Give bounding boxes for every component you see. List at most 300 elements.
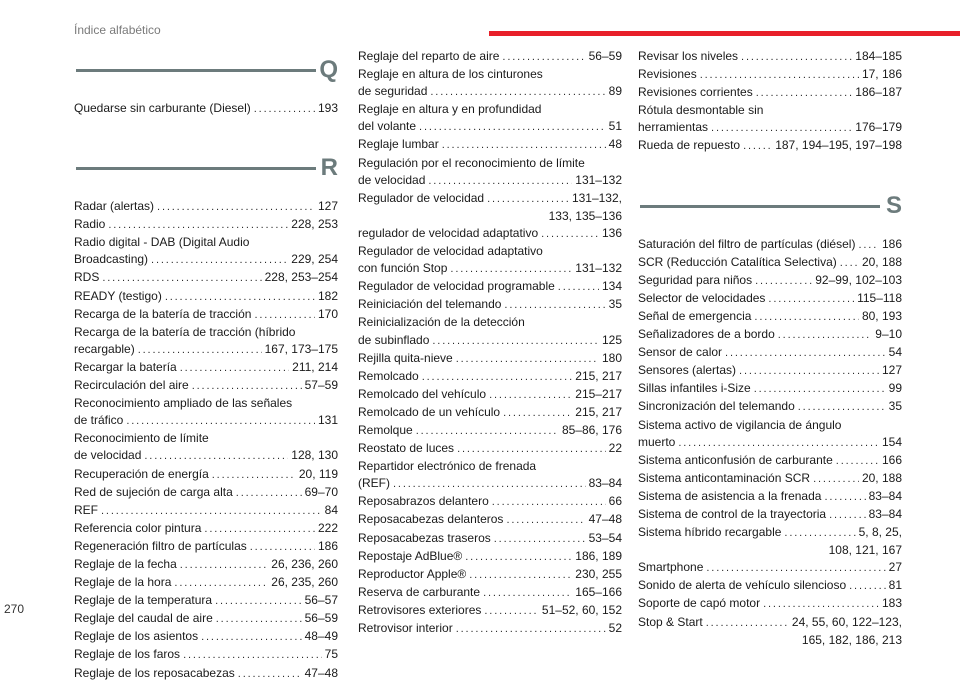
index-entry-label: Revisar los niveles xyxy=(638,49,739,63)
index-entry-line xyxy=(358,225,622,243)
index-entry-line xyxy=(358,332,622,350)
index-entry xyxy=(358,101,622,136)
index-entry-line xyxy=(74,377,338,395)
index-entry-text: Radio digital - DAB (Digital Audio xyxy=(74,235,250,250)
index-entry-label: Sistema anticontaminación SCR xyxy=(638,470,811,485)
index-entry-label: Smartphone xyxy=(638,560,704,575)
index-entry xyxy=(638,326,902,344)
index-entry xyxy=(638,559,902,577)
dot-leader xyxy=(126,412,315,430)
index-entry xyxy=(74,466,338,484)
index-entry-text: Rótula desmontable sin xyxy=(638,103,764,118)
page-reference: 51 xyxy=(608,119,622,134)
index-entry-line xyxy=(358,440,622,458)
index-entry-line xyxy=(638,434,902,452)
index-entry xyxy=(358,584,622,602)
index-entry-label: Reglaje de los faros xyxy=(74,647,181,662)
dot-leader xyxy=(416,422,559,440)
page-reference: 134 xyxy=(601,279,622,294)
index-entry-line xyxy=(358,296,622,314)
index-entry-line xyxy=(638,290,902,308)
page-reference: 20, 119 xyxy=(298,466,338,481)
page-reference-continued: 108, 121, 167 xyxy=(828,543,902,558)
index-entry-text: Reconocimiento de límite xyxy=(74,431,209,446)
index-entry xyxy=(358,296,622,314)
index-entry-label: REF xyxy=(74,502,98,517)
index-entry xyxy=(358,440,622,458)
index-entry xyxy=(638,48,902,66)
index-entry-line xyxy=(358,566,622,584)
index-entry-label: recargable) xyxy=(74,341,135,356)
index-entry-label: Saturación del filtro de partículas (diésel) xyxy=(638,236,856,251)
index-entry-label: Stop & Start xyxy=(638,614,703,629)
page-reference: 186 xyxy=(317,538,338,553)
page-reference: 193 xyxy=(317,101,338,115)
index-entry-line xyxy=(74,502,338,520)
index-entry xyxy=(638,417,902,452)
index-entry-text: Reglaje en altura de los cinturones xyxy=(358,67,543,82)
index-entry xyxy=(74,324,338,359)
dot-leader xyxy=(151,251,288,269)
index-entry xyxy=(74,269,338,287)
index-entry-text: Reglaje en altura y en profundidad xyxy=(358,102,542,117)
section-header xyxy=(74,144,338,192)
dot-leader xyxy=(487,190,569,208)
page-reference: 186, 189 xyxy=(575,548,622,563)
running-header: Índice alfabético xyxy=(74,23,161,37)
dot-leader xyxy=(778,326,873,344)
index-entry-label: Sensor de calor xyxy=(638,345,723,360)
index-entry-line xyxy=(358,584,622,602)
index-entry-label: con función Stop xyxy=(358,261,448,276)
index-entry xyxy=(638,84,902,102)
page-reference: 215, 217 xyxy=(575,368,622,383)
index-entry-line xyxy=(74,447,338,465)
index-entry xyxy=(638,524,902,559)
page-reference: 22 xyxy=(608,441,622,456)
index-entry-label: Rueda de repuesto xyxy=(638,138,741,153)
page-reference: 9–10 xyxy=(875,327,902,342)
dot-leader xyxy=(849,577,886,595)
index-entry-label: Revisiones corrientes xyxy=(638,85,753,100)
page-reference: 48 xyxy=(608,137,622,152)
page-reference: 53–54 xyxy=(588,530,622,545)
index-entry xyxy=(638,362,902,380)
index-entry xyxy=(358,422,622,440)
index-entry-line xyxy=(638,380,902,398)
index-entry xyxy=(74,628,338,646)
index-entry-label: de velocidad xyxy=(358,172,426,187)
page-reference: 154 xyxy=(881,434,902,449)
index-entry xyxy=(358,136,622,154)
dot-leader xyxy=(102,269,261,287)
index-entry-line xyxy=(638,362,902,380)
index-entry-line xyxy=(638,595,902,613)
index-entry xyxy=(74,556,338,574)
index-entry-label: herramientas xyxy=(638,120,709,135)
index-entry-line xyxy=(358,260,622,278)
index-entry-label: Regulador de velocidad xyxy=(358,190,485,205)
page-reference: 35 xyxy=(608,297,622,312)
dot-leader xyxy=(502,48,585,66)
index-entry-text: Reconocimiento ampliado de las señales xyxy=(74,396,293,411)
dot-leader xyxy=(101,502,322,520)
dot-leader xyxy=(558,278,599,296)
dot-leader xyxy=(754,380,886,398)
index-entry-label: READY (testigo) xyxy=(74,288,162,303)
index-entry-text: Recarga de la batería de tracción (híbrido xyxy=(74,324,296,339)
index-entry xyxy=(358,190,622,225)
page-reference: 167, 173–175 xyxy=(264,341,338,356)
index-entry-line xyxy=(74,538,338,556)
index-entry xyxy=(74,574,338,592)
page-reference-continued: 133, 135–136 xyxy=(548,208,622,223)
index-entry xyxy=(74,234,338,269)
page-reference: 165–166 xyxy=(575,584,622,599)
dot-leader xyxy=(506,511,585,529)
index-entry xyxy=(638,470,902,488)
index-entry-line xyxy=(358,493,622,511)
index-entry-label: Sincronización del telemando xyxy=(638,399,795,414)
section-letter: R xyxy=(320,154,338,182)
index-entry-label: Regulador de velocidad programable xyxy=(358,279,555,294)
index-entry xyxy=(638,380,902,398)
index-entry-line xyxy=(74,306,338,324)
dot-leader xyxy=(494,530,586,548)
page-reference: 125 xyxy=(601,332,622,347)
dot-leader xyxy=(743,137,772,155)
dot-leader xyxy=(180,556,269,574)
index-entry xyxy=(74,430,338,465)
index-entry-label: Reserva de carburante xyxy=(358,584,481,599)
index-entry xyxy=(74,665,338,683)
page-reference: 99 xyxy=(888,381,902,396)
index-entry-label: Red de sujeción de carga alta xyxy=(74,484,233,499)
index-entry-line xyxy=(638,452,902,470)
dot-leader xyxy=(212,466,296,484)
index-entry xyxy=(358,511,622,529)
dot-leader xyxy=(706,559,885,577)
dot-leader xyxy=(829,506,866,524)
dot-leader xyxy=(739,362,879,380)
dot-leader xyxy=(204,520,315,538)
page-reference: 54 xyxy=(888,345,902,360)
index-entry xyxy=(74,377,338,395)
index-entry-line xyxy=(358,83,622,101)
index-entry-line xyxy=(74,359,338,377)
index-entry-label: Reglaje del reparto de aire xyxy=(358,49,500,63)
index-entry-label: Señalizadores de a bordo xyxy=(638,327,775,342)
index-entry xyxy=(74,592,338,610)
page-reference: 230, 255 xyxy=(575,566,622,581)
index-entry-label: Sistema de control de la trayectoria xyxy=(638,506,827,521)
index-entry xyxy=(638,506,902,524)
index-entry-label: Broadcasting) xyxy=(74,252,149,267)
index-entry xyxy=(74,520,338,538)
index-entry-label: Soporte de capó motor xyxy=(638,596,761,611)
index-entry-label: Sistema anticonfusión de carburante xyxy=(638,452,833,467)
dot-leader xyxy=(419,118,606,136)
page-reference: 187, 194–195, 197–198 xyxy=(775,138,902,153)
page-reference: 170 xyxy=(317,306,338,321)
dot-leader xyxy=(504,296,605,314)
dot-leader xyxy=(254,100,315,118)
index-entry-label: Sillas infantiles i-Size xyxy=(638,381,751,396)
dot-leader xyxy=(236,484,302,502)
index-entry-label: regulador de velocidad adaptativo xyxy=(358,225,539,240)
page-reference: 26, 235, 260 xyxy=(271,575,338,590)
index-entry-line xyxy=(358,511,622,529)
page-reference: 131–132, xyxy=(571,190,622,205)
index-entry-line xyxy=(74,592,338,610)
page-reference: 222 xyxy=(317,520,338,535)
index-entry xyxy=(358,548,622,566)
index-entry-label: Referencia color pintura xyxy=(74,520,202,535)
index-entry-line xyxy=(358,386,622,404)
index-entry-line xyxy=(638,66,902,84)
page-reference: 131–132 xyxy=(575,261,622,276)
dot-leader xyxy=(192,377,302,395)
dot-leader xyxy=(756,84,853,102)
index-entry xyxy=(638,102,902,137)
index-entry xyxy=(74,646,338,664)
index-entry xyxy=(74,288,338,306)
index-entry xyxy=(638,137,902,155)
index-entry-line xyxy=(358,48,622,66)
dot-leader xyxy=(725,344,886,362)
index-entry-line xyxy=(74,216,338,234)
section-letter: S xyxy=(885,191,902,219)
index-entry xyxy=(358,66,622,101)
index-entry-label: (REF) xyxy=(358,476,390,491)
index-entry-line xyxy=(74,556,338,574)
index-entry-label: Seguridad para niños xyxy=(638,272,753,287)
index-column-1 xyxy=(74,46,338,683)
index-entry-label: Remolque xyxy=(358,422,413,437)
page-reference: 66 xyxy=(608,494,622,509)
dot-leader xyxy=(840,254,859,272)
index-entry-line xyxy=(74,341,338,359)
page-reference: 47–48 xyxy=(304,665,338,680)
page-reference: 83–84 xyxy=(588,476,622,491)
dot-leader xyxy=(711,119,852,137)
index-entry-label: Reglaje lumbar xyxy=(358,137,439,152)
page-reference: 26, 236, 260 xyxy=(271,556,338,571)
index-entry-line xyxy=(74,665,338,683)
dot-leader xyxy=(254,306,315,324)
index-entry-text: Regulador de velocidad adaptativo xyxy=(358,244,543,259)
section-divider xyxy=(76,167,316,170)
dot-leader xyxy=(450,260,572,278)
page-number: 270 xyxy=(4,602,25,616)
dot-leader xyxy=(422,368,573,386)
index-entry-line xyxy=(638,524,902,542)
page-reference: 182 xyxy=(317,288,338,303)
index-entry-line xyxy=(638,308,902,326)
index-entry xyxy=(358,278,622,296)
index-entry xyxy=(74,484,338,502)
dot-leader xyxy=(180,359,289,377)
index-entry xyxy=(358,458,622,493)
index-entry xyxy=(638,595,902,613)
index-entry-line xyxy=(74,269,338,287)
index-entry-label: Recuperación de energía xyxy=(74,466,209,481)
dot-leader xyxy=(165,288,315,306)
page-reference: 83–84 xyxy=(868,488,902,503)
index-entry-line xyxy=(358,404,622,422)
page-reference: 215–217 xyxy=(575,386,622,401)
index-entry-text: Regulación por el reconocimiento de límite xyxy=(358,155,585,170)
dot-leader xyxy=(678,434,879,452)
dot-leader xyxy=(824,488,865,506)
index-entry-text: Repartidor electrónico de frenada xyxy=(358,459,537,474)
index-entry-line xyxy=(358,136,622,154)
index-entry-label: Remolcado de un vehículo xyxy=(358,404,501,419)
dot-leader xyxy=(489,386,572,404)
index-entry-label: de velocidad xyxy=(74,448,142,463)
index-entry-line xyxy=(74,100,338,118)
section-header xyxy=(638,182,902,230)
index-entry xyxy=(638,308,902,326)
page-reference: 215, 217 xyxy=(575,404,622,419)
index-entry-label: Reostato de luces xyxy=(358,441,455,456)
page-reference: 136 xyxy=(601,225,622,240)
index-entry-label: muerto xyxy=(638,434,676,449)
page-reference: 127 xyxy=(317,199,338,214)
index-entry-label: Revisiones xyxy=(638,67,697,82)
page-reference: 57–59 xyxy=(304,378,338,393)
page-reference: 56–57 xyxy=(304,593,338,608)
index-entry-line xyxy=(638,326,902,344)
index-entry-label: Señal de emergencia xyxy=(638,308,752,323)
index-entry xyxy=(638,254,902,272)
page-reference: 131 xyxy=(317,413,338,428)
index-entry xyxy=(74,610,338,628)
section-divider xyxy=(76,69,316,72)
index-entry-line xyxy=(638,398,902,416)
index-entry xyxy=(74,395,338,430)
dot-leader xyxy=(428,172,572,190)
index-entry-line xyxy=(638,254,902,272)
dot-leader xyxy=(144,447,288,465)
dot-leader xyxy=(836,452,879,470)
page-reference: 128, 130 xyxy=(291,448,338,463)
index-entry-line xyxy=(74,610,338,628)
index-entry-label: RDS xyxy=(74,270,100,285)
index-entry-label: Recargar la batería xyxy=(74,359,177,374)
index-entry-label: Remolcado del vehículo xyxy=(358,386,487,401)
index-entry xyxy=(638,577,902,595)
index-entry-line xyxy=(358,548,622,566)
index-entry-label: Recarga de la batería de tracción xyxy=(74,306,252,321)
index-entry-label: Sistema híbrido recargable xyxy=(638,525,782,540)
index-entry-label: Reposacabezas delanteros xyxy=(358,512,504,527)
index-entry-label: Remolcado xyxy=(358,368,419,383)
index-entry xyxy=(638,66,902,84)
index-entry xyxy=(74,538,338,556)
page-reference: 228, 253–254 xyxy=(264,270,338,285)
index-entry-line xyxy=(358,422,622,440)
index-entry-line xyxy=(74,646,338,664)
index-entry xyxy=(358,620,622,638)
section-header xyxy=(74,46,338,94)
index-entry-label: SCR (Reducción Catalítica Selectiva) xyxy=(638,254,837,269)
page-reference: 17, 186 xyxy=(861,67,902,82)
dot-leader xyxy=(138,341,262,359)
index-entry xyxy=(358,314,622,349)
page-reference: 176–179 xyxy=(855,120,902,135)
index-entry xyxy=(638,398,902,416)
index-entry-label: Reglaje de los reposacabezas xyxy=(74,665,235,680)
page-reference: 48–49 xyxy=(304,629,338,644)
index-entry xyxy=(358,404,622,422)
index-entry-line xyxy=(358,278,622,296)
page-reference: 115–118 xyxy=(857,290,902,305)
index-entry-label: Reglaje de los asientos xyxy=(74,629,199,644)
index-entry xyxy=(358,368,622,386)
index-entry-line xyxy=(74,288,338,306)
page-reference: 56–59 xyxy=(304,611,338,626)
page-reference: 228, 253 xyxy=(291,217,338,232)
index-entry-line xyxy=(358,368,622,386)
page-reference: 5, 8, 25, xyxy=(858,525,902,540)
page-reference: 85–86, 176 xyxy=(561,422,622,437)
index-entry-label: Quedarse sin carburante (Diesel) xyxy=(74,101,251,115)
page-reference: 75 xyxy=(324,647,338,662)
dot-leader xyxy=(754,308,859,326)
index-entry xyxy=(638,272,902,290)
dot-leader xyxy=(741,48,852,66)
index-entry-line xyxy=(638,488,902,506)
index-entry-label: de tráfico xyxy=(74,413,124,428)
page-reference: 211, 214 xyxy=(292,359,338,374)
dot-leader xyxy=(238,665,302,683)
index-entry-label: Reposabrazos delantero xyxy=(358,494,489,509)
index-column-2 xyxy=(358,48,622,638)
index-entry-label: Reglaje de la fecha xyxy=(74,556,177,571)
index-entry xyxy=(358,386,622,404)
index-entry-line xyxy=(638,84,902,102)
index-entry-line xyxy=(358,350,622,368)
index-entry-label: Sensores (alertas) xyxy=(638,363,737,378)
index-entry xyxy=(358,602,622,620)
page-reference: 80, 193 xyxy=(861,308,902,323)
page-reference: 84 xyxy=(324,502,338,517)
dot-leader xyxy=(700,66,859,84)
index-entry xyxy=(358,243,622,278)
index-entry-line xyxy=(638,344,902,362)
dot-leader xyxy=(183,646,322,664)
index-entry-line xyxy=(358,602,622,620)
section-divider xyxy=(640,205,880,208)
index-entry-label: de subinflado xyxy=(358,332,430,347)
index-entry-line xyxy=(74,520,338,538)
index-entry-label: Retrovisores exteriores xyxy=(358,602,482,617)
index-entry xyxy=(638,452,902,470)
dot-leader xyxy=(201,628,302,646)
dot-leader xyxy=(456,620,606,638)
index-entry-line xyxy=(74,412,338,430)
index-entry xyxy=(358,48,622,66)
index-entry xyxy=(358,530,622,548)
index-entry-text: Sistema activo de vigilancia de ángulo xyxy=(638,417,842,432)
index-entry xyxy=(638,344,902,362)
index-entry-line xyxy=(358,475,622,493)
index-entry xyxy=(74,502,338,520)
dot-leader xyxy=(798,398,886,416)
dot-leader xyxy=(174,574,268,592)
index-entry xyxy=(638,290,902,308)
